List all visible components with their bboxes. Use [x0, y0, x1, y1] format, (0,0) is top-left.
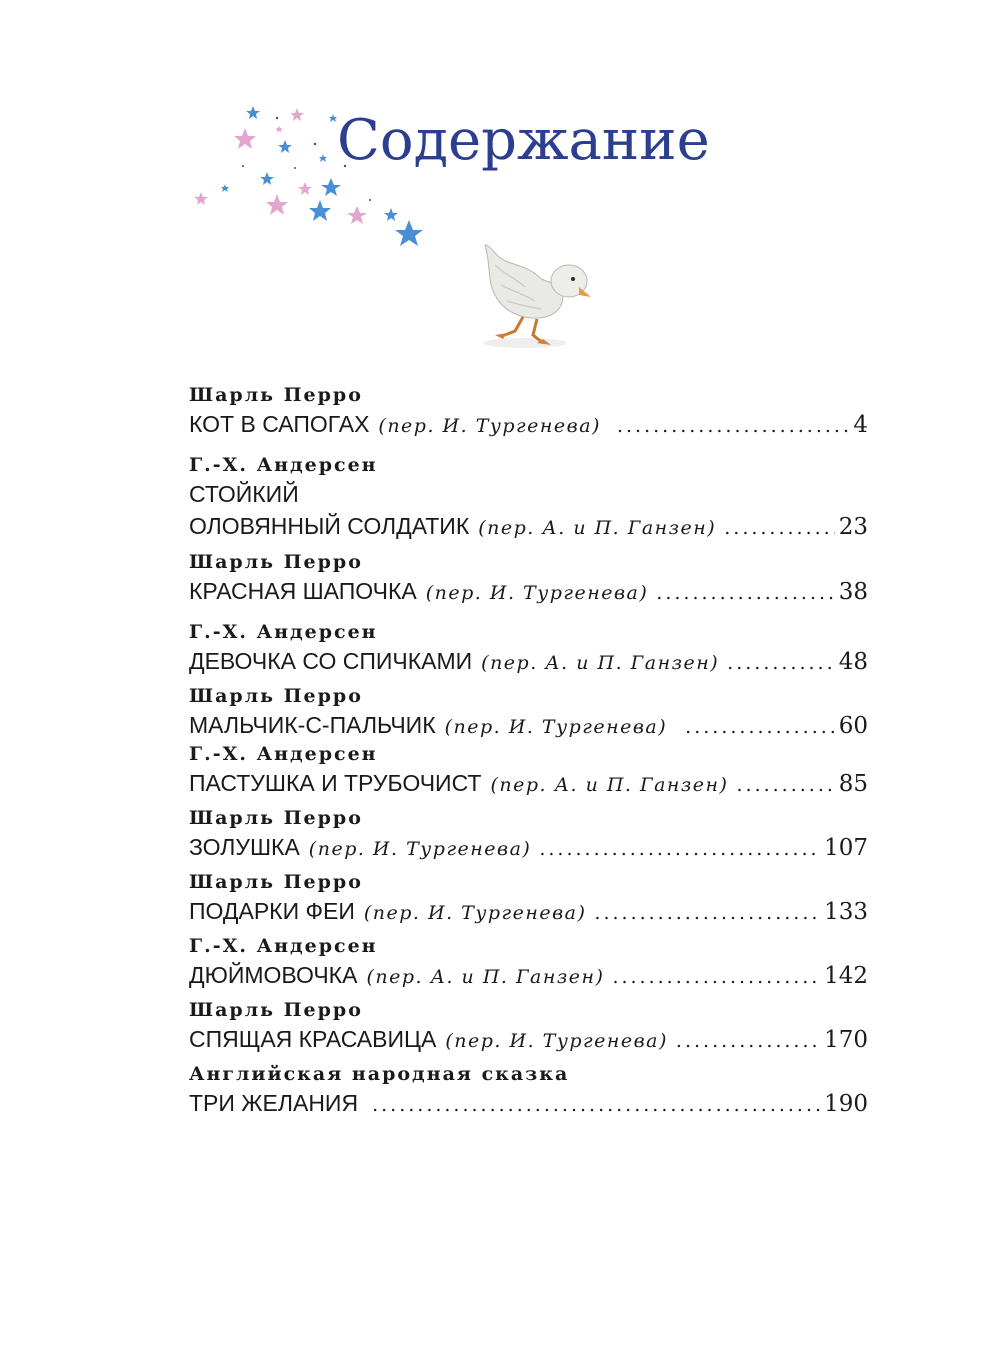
toc-page: 4: [853, 412, 868, 438]
toc-entry: [189, 997, 868, 1055]
star-icon: [309, 200, 331, 221]
toc-page: 170: [824, 1027, 868, 1053]
toc-line: [189, 895, 868, 927]
toc-author: Шарль Перро: [189, 871, 363, 893]
toc-leader: [372, 1089, 820, 1121]
toc-author: Шарль Перро: [189, 685, 363, 707]
toc-author: Г.-Х. Андерсен: [189, 935, 378, 957]
toc-entry: [189, 382, 868, 440]
toc-leader: [727, 647, 835, 679]
toc-leader: [685, 711, 835, 743]
toc-author: Шарль Перро: [189, 384, 363, 406]
toc-page: 133: [824, 899, 868, 925]
toc-author: Шарль Перро: [189, 999, 363, 1021]
toc-entry: [189, 452, 868, 542]
toc-page: 142: [824, 963, 868, 989]
toc-entry: [189, 869, 868, 927]
star-icon: [319, 154, 327, 162]
toc-author: Шарль Перро: [189, 807, 363, 829]
star-icon: [266, 194, 288, 215]
toc-translator: (пер. А. и П. Ганзен): [481, 652, 720, 674]
star-icon: [329, 114, 337, 122]
toc-translator: (пер. И. Тургенева): [308, 838, 532, 860]
toc-line: [189, 767, 868, 799]
toc-leader: [676, 1025, 820, 1057]
toc-translator: (пер. А. и П. Ганзен): [478, 517, 717, 539]
star-icon: [395, 220, 423, 246]
toc-title: КОТ В САПОГАХ: [189, 411, 370, 437]
star-icon: [276, 126, 282, 132]
toc-line: [189, 575, 868, 607]
toc-entry: [189, 619, 868, 677]
toc-entry: [189, 549, 868, 607]
toc-title: ДЮЙМОВОЧКА: [189, 962, 358, 988]
toc-line: [189, 1023, 868, 1055]
toc-line: [189, 831, 868, 863]
star-icon: [234, 128, 256, 149]
star-icon: [278, 140, 292, 153]
toc-entry: [189, 683, 868, 741]
page-title: Содержание: [337, 108, 710, 173]
star-icon: [384, 208, 398, 221]
toc-leader: [594, 897, 820, 929]
toc-author: Г.-Х. Андерсен: [189, 621, 378, 643]
star-icon: [321, 178, 341, 196]
toc-author: Г.-Х. Андерсен: [189, 454, 378, 476]
toc-leader: [736, 769, 834, 801]
star-icon: [246, 106, 260, 119]
toc-translator: (пер. И. Тургенева): [378, 415, 601, 437]
toc-translator: (пер. И. Тургенева): [425, 582, 649, 604]
toc-translator: (пер. А. и П. Ганзен): [490, 774, 729, 796]
toc-translator: (пер. И. Тургенева): [444, 716, 668, 738]
star-icon: [298, 182, 312, 195]
toc-title: ПОДАРКИ ФЕИ: [189, 898, 355, 924]
star-icon: [290, 108, 304, 121]
star-icon: [347, 206, 367, 224]
toc-page: 48: [838, 649, 868, 675]
toc-title: ДЕВОЧКА СО СПИЧКАМИ: [189, 648, 473, 674]
toc-title: СПЯЩАЯ КРАСАВИЦА: [189, 1026, 437, 1052]
toc-line: [189, 709, 868, 741]
toc-author: Шарль Перро: [189, 551, 363, 573]
toc-line: [189, 408, 868, 440]
toc-entry: [189, 805, 868, 863]
toc-page: 60: [838, 713, 868, 739]
toc-translator: (пер. А. и П. Ганзен): [366, 966, 605, 988]
toc-translator: (пер. И. Тургенева): [445, 1030, 668, 1052]
star-icon: [260, 172, 274, 185]
toc-line: [189, 1087, 868, 1119]
toc-author: Английская народная сказка: [189, 1063, 570, 1085]
toc-leader: [539, 833, 820, 865]
toc-entry: [189, 933, 868, 991]
toc-title: ПАСТУШКА И ТРУБОЧИСТ: [189, 770, 482, 796]
toc-leader: [612, 961, 820, 993]
toc-title: ТРИ ЖЕЛАНИЯ: [189, 1090, 359, 1116]
toc-title: ЗОЛУШКА: [189, 834, 300, 860]
toc-leader: [656, 577, 834, 609]
toc-title-line1: СТОЙКИЙ: [189, 481, 299, 507]
star-icon: [221, 184, 229, 192]
toc-leader: [724, 512, 834, 544]
toc-leader: [617, 410, 849, 442]
star-icon: [194, 192, 208, 205]
toc-author: Г.-Х. Андерсен: [189, 743, 378, 765]
toc-title: ОЛОВЯННЫЙ СОЛДАТИК: [189, 513, 470, 539]
toc-entry: [189, 1061, 868, 1119]
toc-page: 23: [838, 514, 868, 540]
toc-line: [189, 510, 868, 542]
toc-line: [189, 959, 868, 991]
toc-line: [189, 645, 868, 677]
toc-page: 107: [824, 835, 868, 861]
toc-title: МАЛЬЧИК-С-ПАЛЬЧИК: [189, 712, 436, 738]
toc-entry: [189, 741, 868, 799]
toc-page: 85: [838, 771, 868, 797]
toc-page: 38: [838, 579, 868, 605]
toc-page: 190: [824, 1091, 868, 1117]
toc-title: КРАСНАЯ ШАПОЧКА: [189, 578, 417, 604]
duckling-illustration: [465, 235, 605, 355]
toc-translator: (пер. И. Тургенева): [363, 902, 587, 924]
table-of-contents: [189, 382, 868, 1119]
